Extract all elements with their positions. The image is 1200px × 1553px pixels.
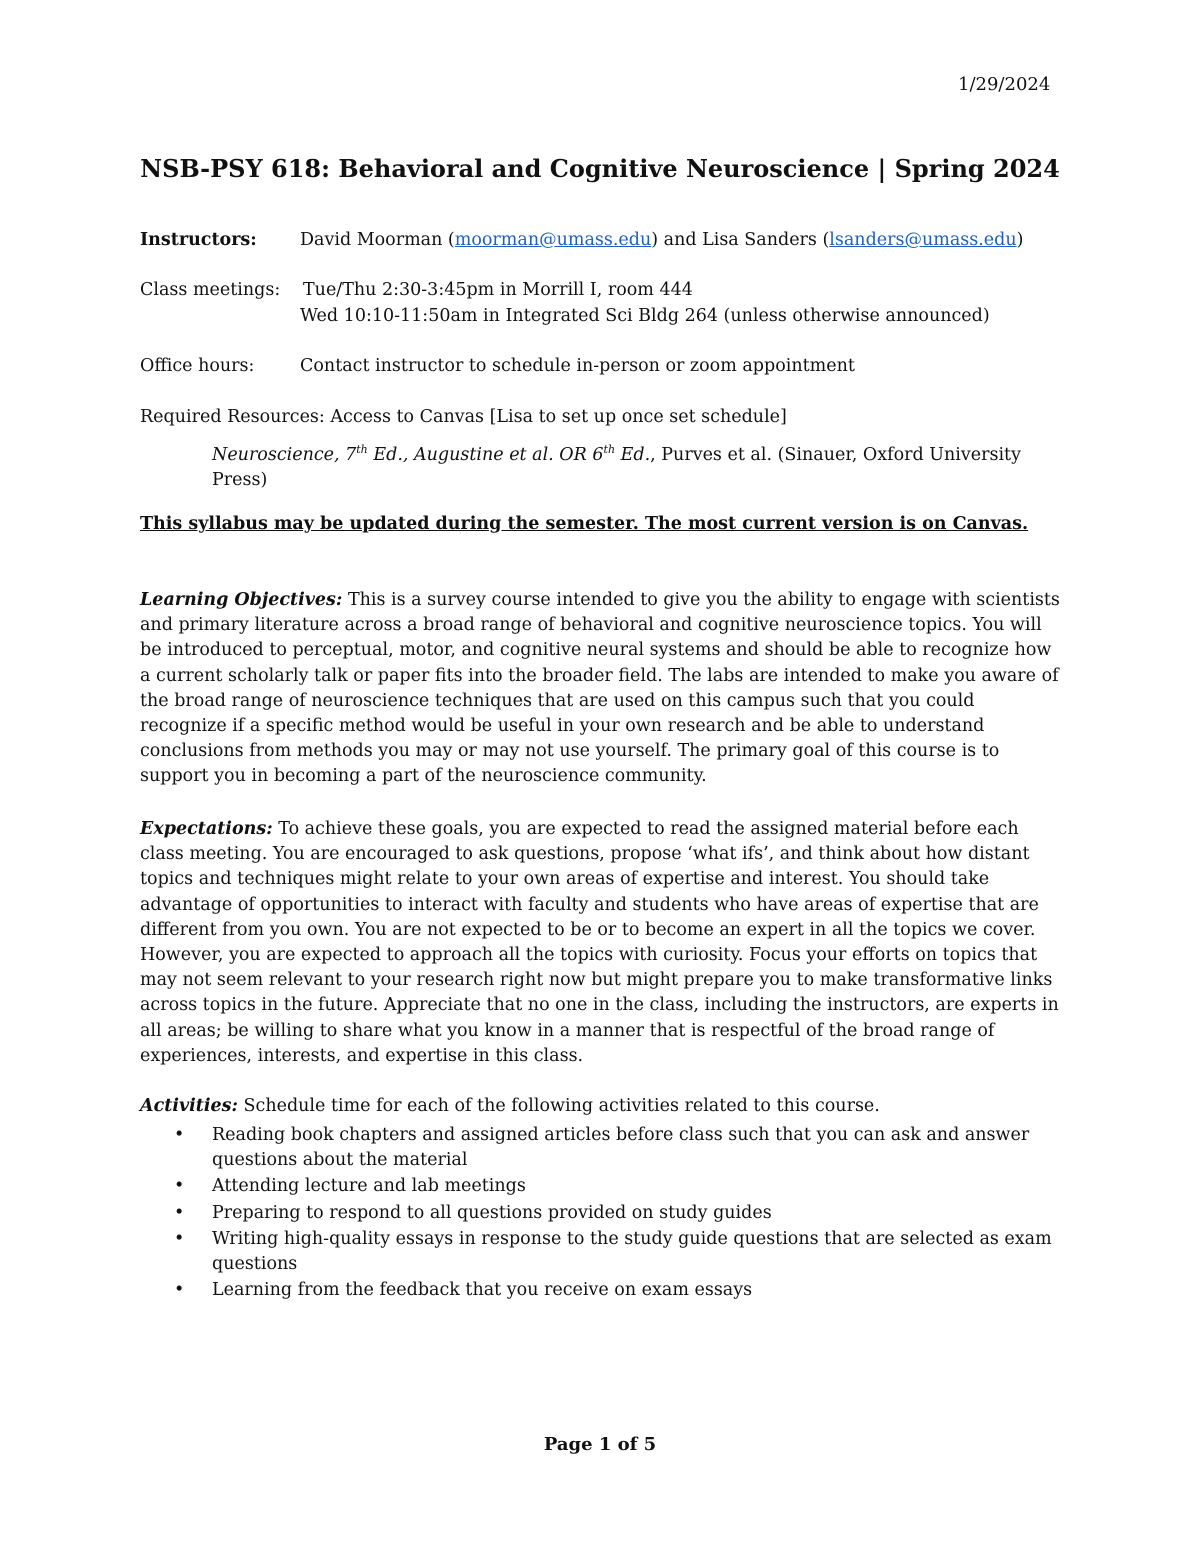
expectations-text: To achieve these goals, you are expected to read the assigned material before each class meeting. You are encouraged to ask questions, propose ‘what ifs’, and think about how distant topics and techniques might relate to your own areas of expertise and interest. You should take advantage of opportunities to interact with faculty and students who have areas of expertise that are different from you own. You are not expected to be or to become an expert in all the topics we cover. However, you are expected to approach all the topics with curiosity. Focus your efforts on topics that may not seem relevant to your research right now but might prepare you to make transformative links across topics in the future. Appreciate that no one in the class, including the instructors, are experts in all areas; be willing to share what you know in a manner that is respectful of the broad range of experiences, interests, and expertise in this class.	[140, 819, 1059, 1066]
textbook-sup-2: th	[603, 443, 616, 456]
header-date: 1/29/2024	[958, 74, 1051, 95]
syllabus-update-note: This syllabus may be updated during the semester. The most current version is on Canvas.	[140, 514, 1029, 534]
expectations-paragraph	[140, 817, 1060, 1069]
class-meetings-label: Class meetings:	[140, 280, 281, 300]
activity-text: Writing high-quality essays in response to the study guide questions that are selected as exam questions	[212, 1229, 1052, 1274]
textbook-title-b: Ed., Augustine et al. OR 6	[367, 444, 604, 465]
learning-objectives-text: This is a survey course intended to give you the ability to engage with scientists and primary literature across a broad range of behavioral and cognitive neuroscience topics. You will be introduced to perceptual, motor, and cognitive neural systems and should be able to recognize how a current scholarly talk or paper fits into the broader field. The labs are intended to make you aware of the broad range of neuroscience techniques that are used on this campus such that you could recognize if a specific method would be useful in your own research and be able to understand conclusions from methods you may or may not use yourself. The primary goal of this course is to support you in becoming a part of the neuroscience community.	[140, 590, 1060, 787]
instructors-mid: ) and Lisa Sanders (	[651, 230, 830, 250]
learning-objectives-paragraph	[140, 588, 1060, 790]
activity-text: Learning from the feedback that you receive on exam essays	[212, 1280, 753, 1300]
learning-objectives-label: Learning Objectives:	[140, 590, 343, 610]
list-item	[140, 1227, 1060, 1276]
textbook-title-c: Ed.	[615, 444, 651, 465]
required-textbook	[212, 437, 1052, 493]
office-hours-text: Contact instructor to schedule in-person or zoom appointment	[300, 356, 855, 376]
resources-text: Access to Canvas [Lisa to set up once set schedule]	[330, 407, 787, 427]
activities-intro: Schedule time for each of the following activities related to this course.	[243, 1096, 880, 1116]
class-meetings-line1: Tue/Thu 2:30-3:45pm in Morrill I, room 444	[303, 280, 693, 300]
activities-label: Activities:	[140, 1096, 238, 1116]
textbook-sup-1: th	[356, 443, 368, 456]
office-hours-label: Office hours:	[140, 356, 255, 376]
activities-intro-line	[140, 1096, 880, 1116]
instructors-label: Instructors:	[140, 230, 257, 250]
bullet-icon: •	[174, 1280, 185, 1300]
bullet-icon: •	[174, 1202, 185, 1223]
instructor-1-email-link[interactable]: moorman@umass.edu	[454, 230, 652, 250]
resources-line	[140, 407, 787, 427]
textbook-rest: , Purves et al. (Sinauer, Oxford University Press)	[212, 444, 1021, 490]
activity-text: Reading book chapters and assigned articles before class such that you can ask and answer questions about the material	[212, 1125, 1030, 1170]
list-item	[140, 1201, 1060, 1226]
bullet-icon: •	[174, 1176, 185, 1196]
page-number: Page 1 of 5	[543, 1434, 657, 1455]
textbook-title-a: Neuroscience, 7	[212, 444, 357, 465]
list-item	[140, 1278, 1060, 1303]
activities-list	[140, 1123, 1060, 1305]
list-item	[140, 1174, 1060, 1199]
activity-text: Attending lecture and lab meetings	[212, 1176, 526, 1196]
instructor-1-name: David Moorman (	[300, 230, 455, 250]
bullet-icon: •	[174, 1125, 185, 1145]
instructors-line	[300, 230, 1023, 250]
expectations-label: Expectations:	[140, 819, 273, 839]
instructors-end: )	[1016, 230, 1024, 250]
resources-label: Required Resources:	[140, 407, 325, 427]
instructor-2-email-link[interactable]: lsanders@umass.edu	[829, 230, 1017, 250]
class-meetings-line2: Wed 10:10-11:50am in Integrated Sci Bldg 264 (unless otherwise announced)	[300, 306, 990, 326]
activity-text: Preparing to respond to all questions provided on study guides	[212, 1202, 772, 1223]
bullet-icon: •	[174, 1229, 185, 1249]
list-item	[140, 1123, 1060, 1172]
page-title: NSB-PSY 618: Behavioral and Cognitive Neuroscience | Spring 2024	[140, 154, 1060, 183]
